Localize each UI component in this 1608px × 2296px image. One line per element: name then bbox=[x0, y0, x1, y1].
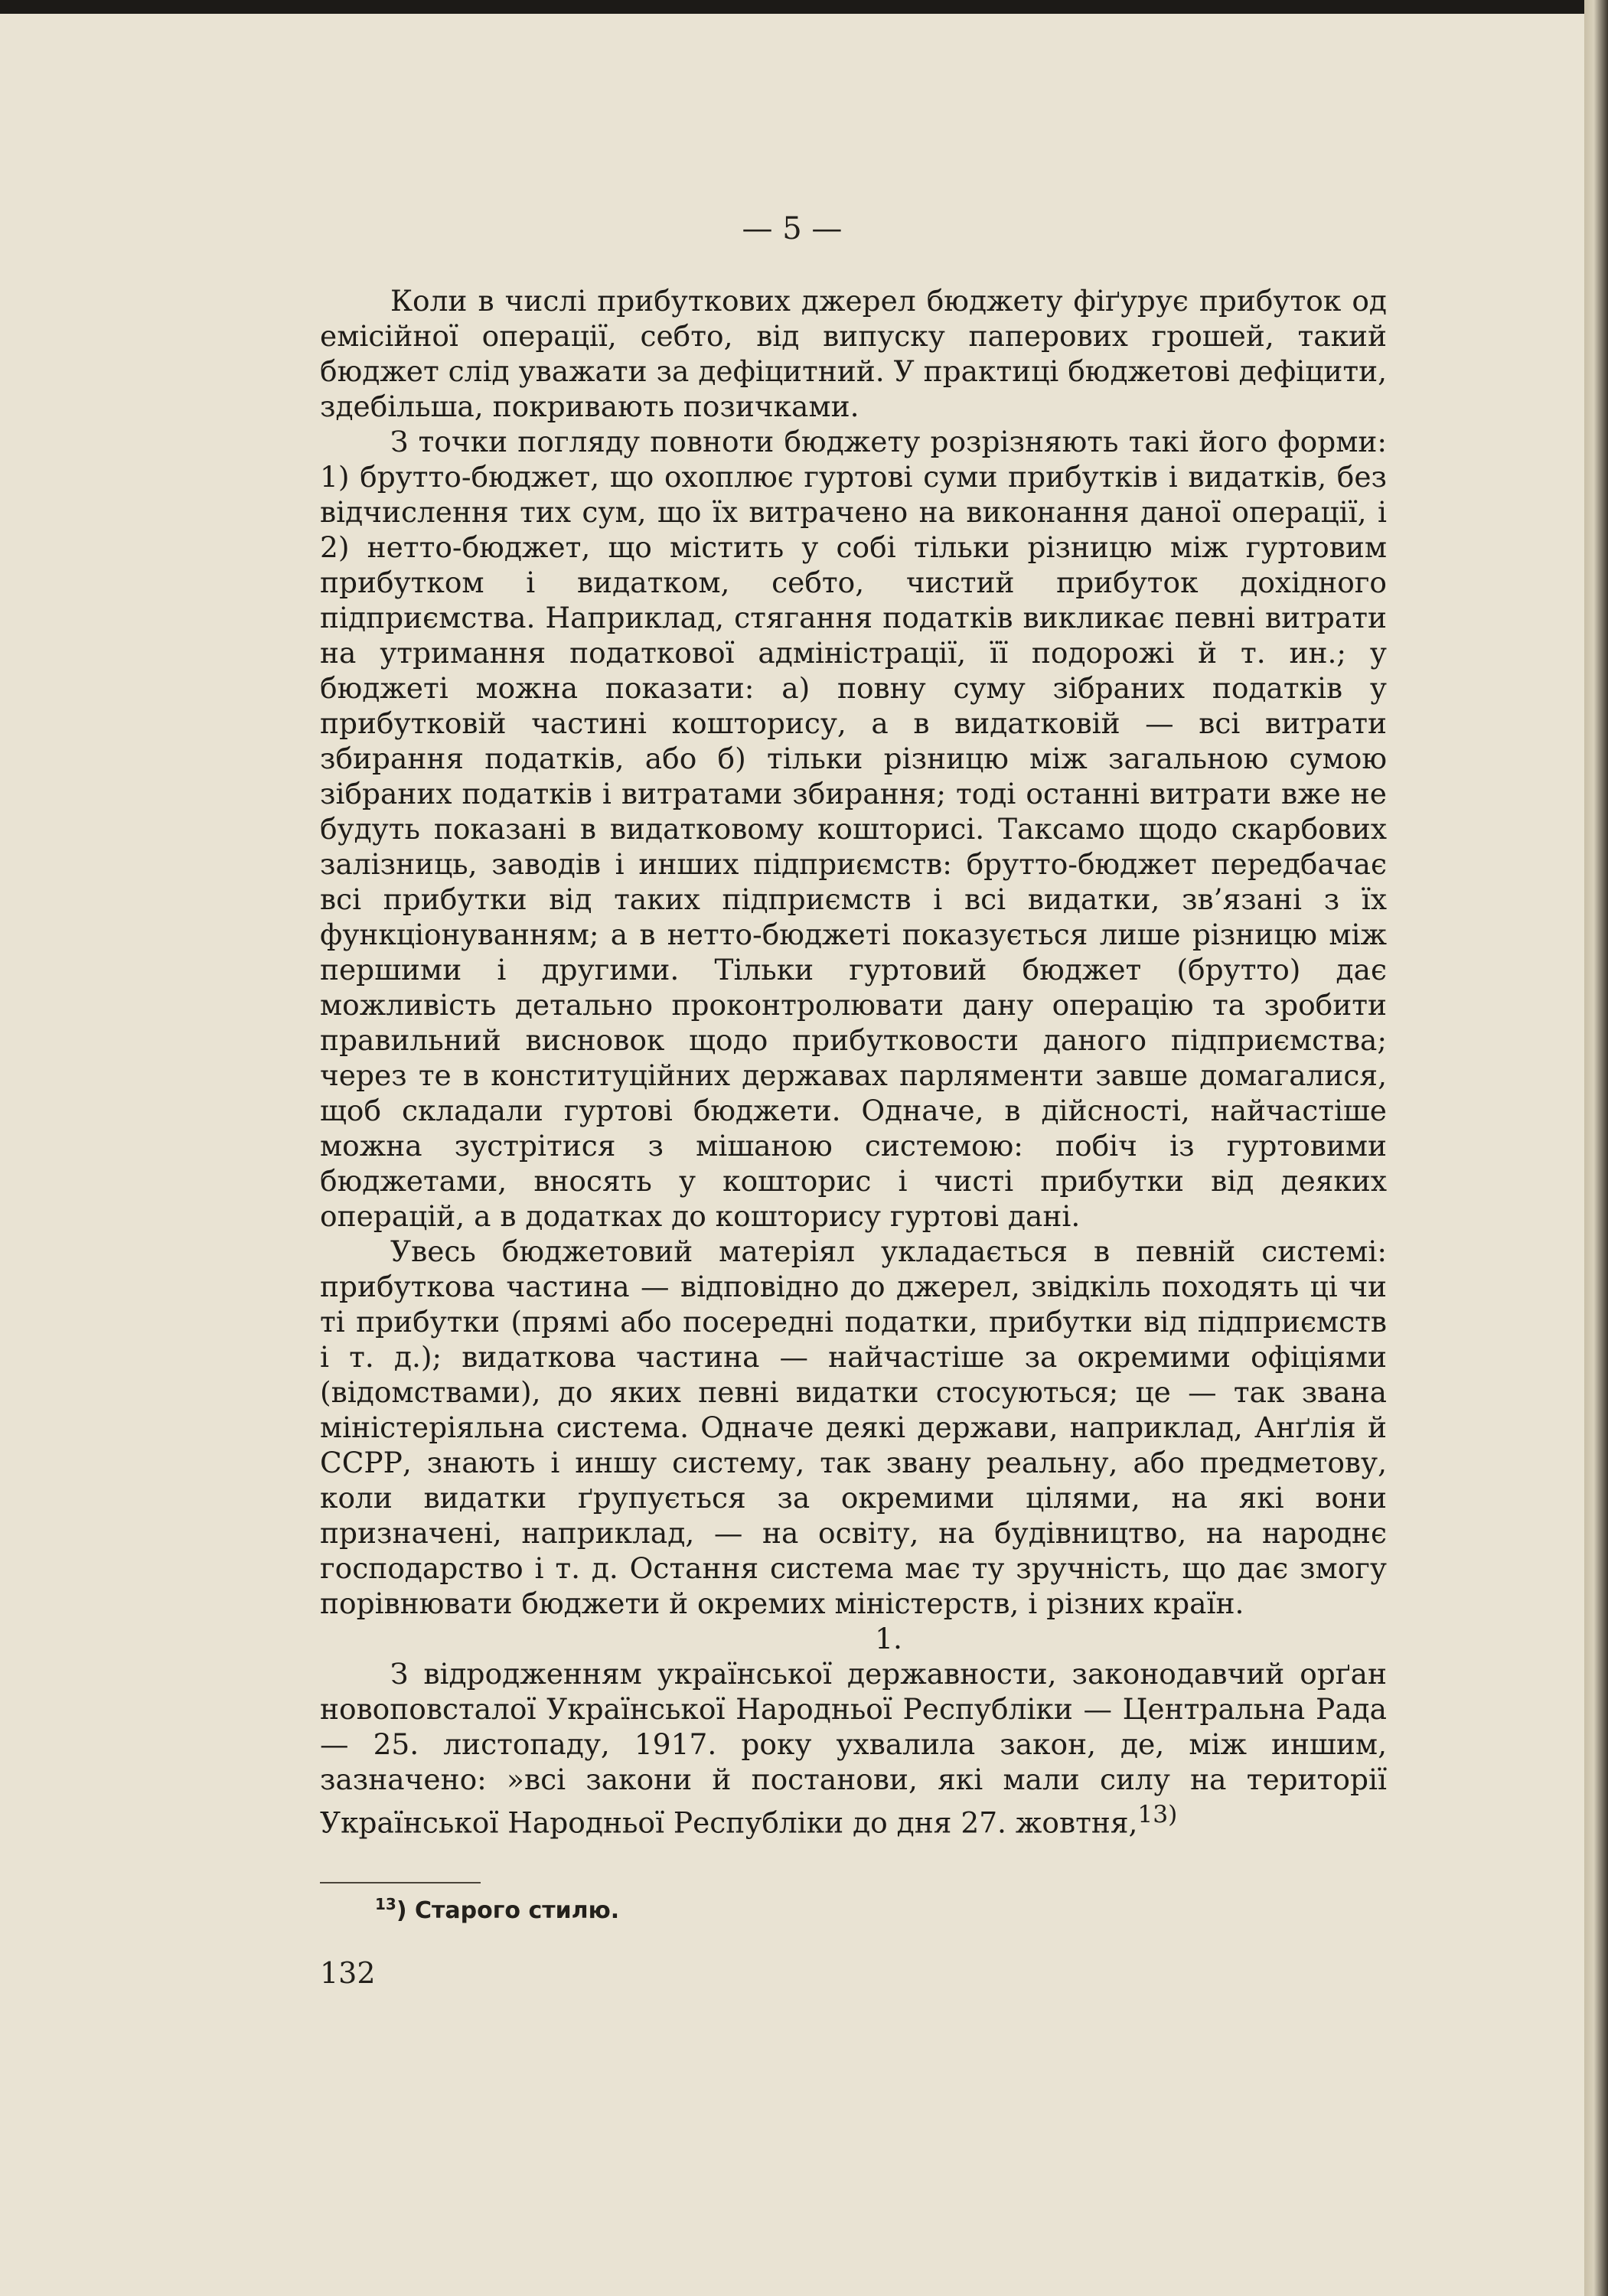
section-number: 1. bbox=[875, 1622, 902, 1655]
page-header: — 5 — bbox=[742, 211, 843, 246]
body-text bbox=[320, 283, 1387, 1841]
sheet-number: 132 bbox=[320, 1956, 376, 1990]
paragraph-text: З відродженням української державности, законодавчий орґан новоповсталої Української Народньої Республіки — Центральна Рада — 25. листопаду, 1917. року ухвалила закон, де, між иншим, зазначено: »всі закони й постанови, які мали силу на території Української Народньої Республіки до дня 27. жовтня, bbox=[320, 1657, 1387, 1840]
footnote-mark: 13 bbox=[375, 1895, 396, 1913]
paragraph: Коли в числі прибуткових джерел бюджету фіґурує прибуток од емісійної операції, себто, від випуску паперових грошей, такий бюджет слід уважати за дефіцитний. У практиці бюджетові дефіцити, здебільша, покривають позичками. bbox=[320, 284, 1387, 423]
footnote-reference: 13) bbox=[1137, 1801, 1178, 1828]
footnote-text: ) Старого стилю. bbox=[396, 1897, 620, 1924]
paragraph: Увесь бюджетовий матеріял укладається в певній системі: прибуткова частина — відповідно до джерел, звідкіль походять ці чи ті прибутки (прямі або посередні податки, прибутки від підприємств і т. д.); видаткова частина — найчастіше за окремими офіціями (відомствами), до яких певні видатки стосуються; це — так звана міністеріяльна система. Одначе деякі держави, наприклад, Анґлія й ССРР, знають і иншу систему, так звану реальну, або предметову, коли видатки ґрупується за окремими цілями, на які вони призначені, наприклад, — на освіту, на будівництво, на народнє господарство і т. д. Остання система має ту зручність, що дає змогу порівнювати бюджети й окремих міністерств, і різних країн. bbox=[320, 1234, 1387, 1620]
footnote-divider bbox=[320, 1882, 481, 1883]
scan-top-edge bbox=[0, 0, 1608, 14]
book-page bbox=[0, 14, 1584, 2296]
footnote bbox=[375, 1895, 619, 1924]
paragraph bbox=[320, 1656, 1387, 1841]
scan-right-edge bbox=[1584, 0, 1608, 2296]
paragraph: З точки погляду повноти бюджету розрізняють такі його форми: 1) брутто-бюджет, що охоплює гуртові суми прибутків і видатків, без відчислення тих сум, що їх витрачено на виконання даної операції, і 2) нетто-бюджет, що містить у собі тільки різницю між гуртовим прибутком і видатком, себто, чистий прибуток дохідного підприємства. Наприклад, стягання податків викликає певні витрати на утримання податкової адміністрації, її подорожі й т. ин.; у бюджеті можна показати: а) повну суму зібраних податків у прибутковій частині кошторису, а в видатковій — всі витрати збирання податків, або б) тільки різницю між загальною сумою зібраних податків і витратами збирання; тоді останні витрати вже не будуть показані в видатковому кошторисі. Таксамо щодо скарбових залізниць, заводів і инших підприємств: брутто-бюджет передбачає всі прибутки від таких підприємств і всі видатки, зв’язані з їх функціонуванням; а в нетто-бюджеті показується лише різницю між першими і другими. Тільки гуртовий бюджет (брутто) дає можливість детально проконтролювати дану операцію та зробити правильний висновок щодо прибутковости даного підприємства; через те в конституційних державах парляменти завше домагалися, щоб складали гуртові бюджети. Одначе, в дійсності, найчастіше можна зустрітися з мішаною системою: побіч із гуртовими бюджетами, вносять у кошторис і чисті прибутки від деяких операцій, а в додатках до кошторису гуртові дані. bbox=[320, 425, 1387, 1233]
